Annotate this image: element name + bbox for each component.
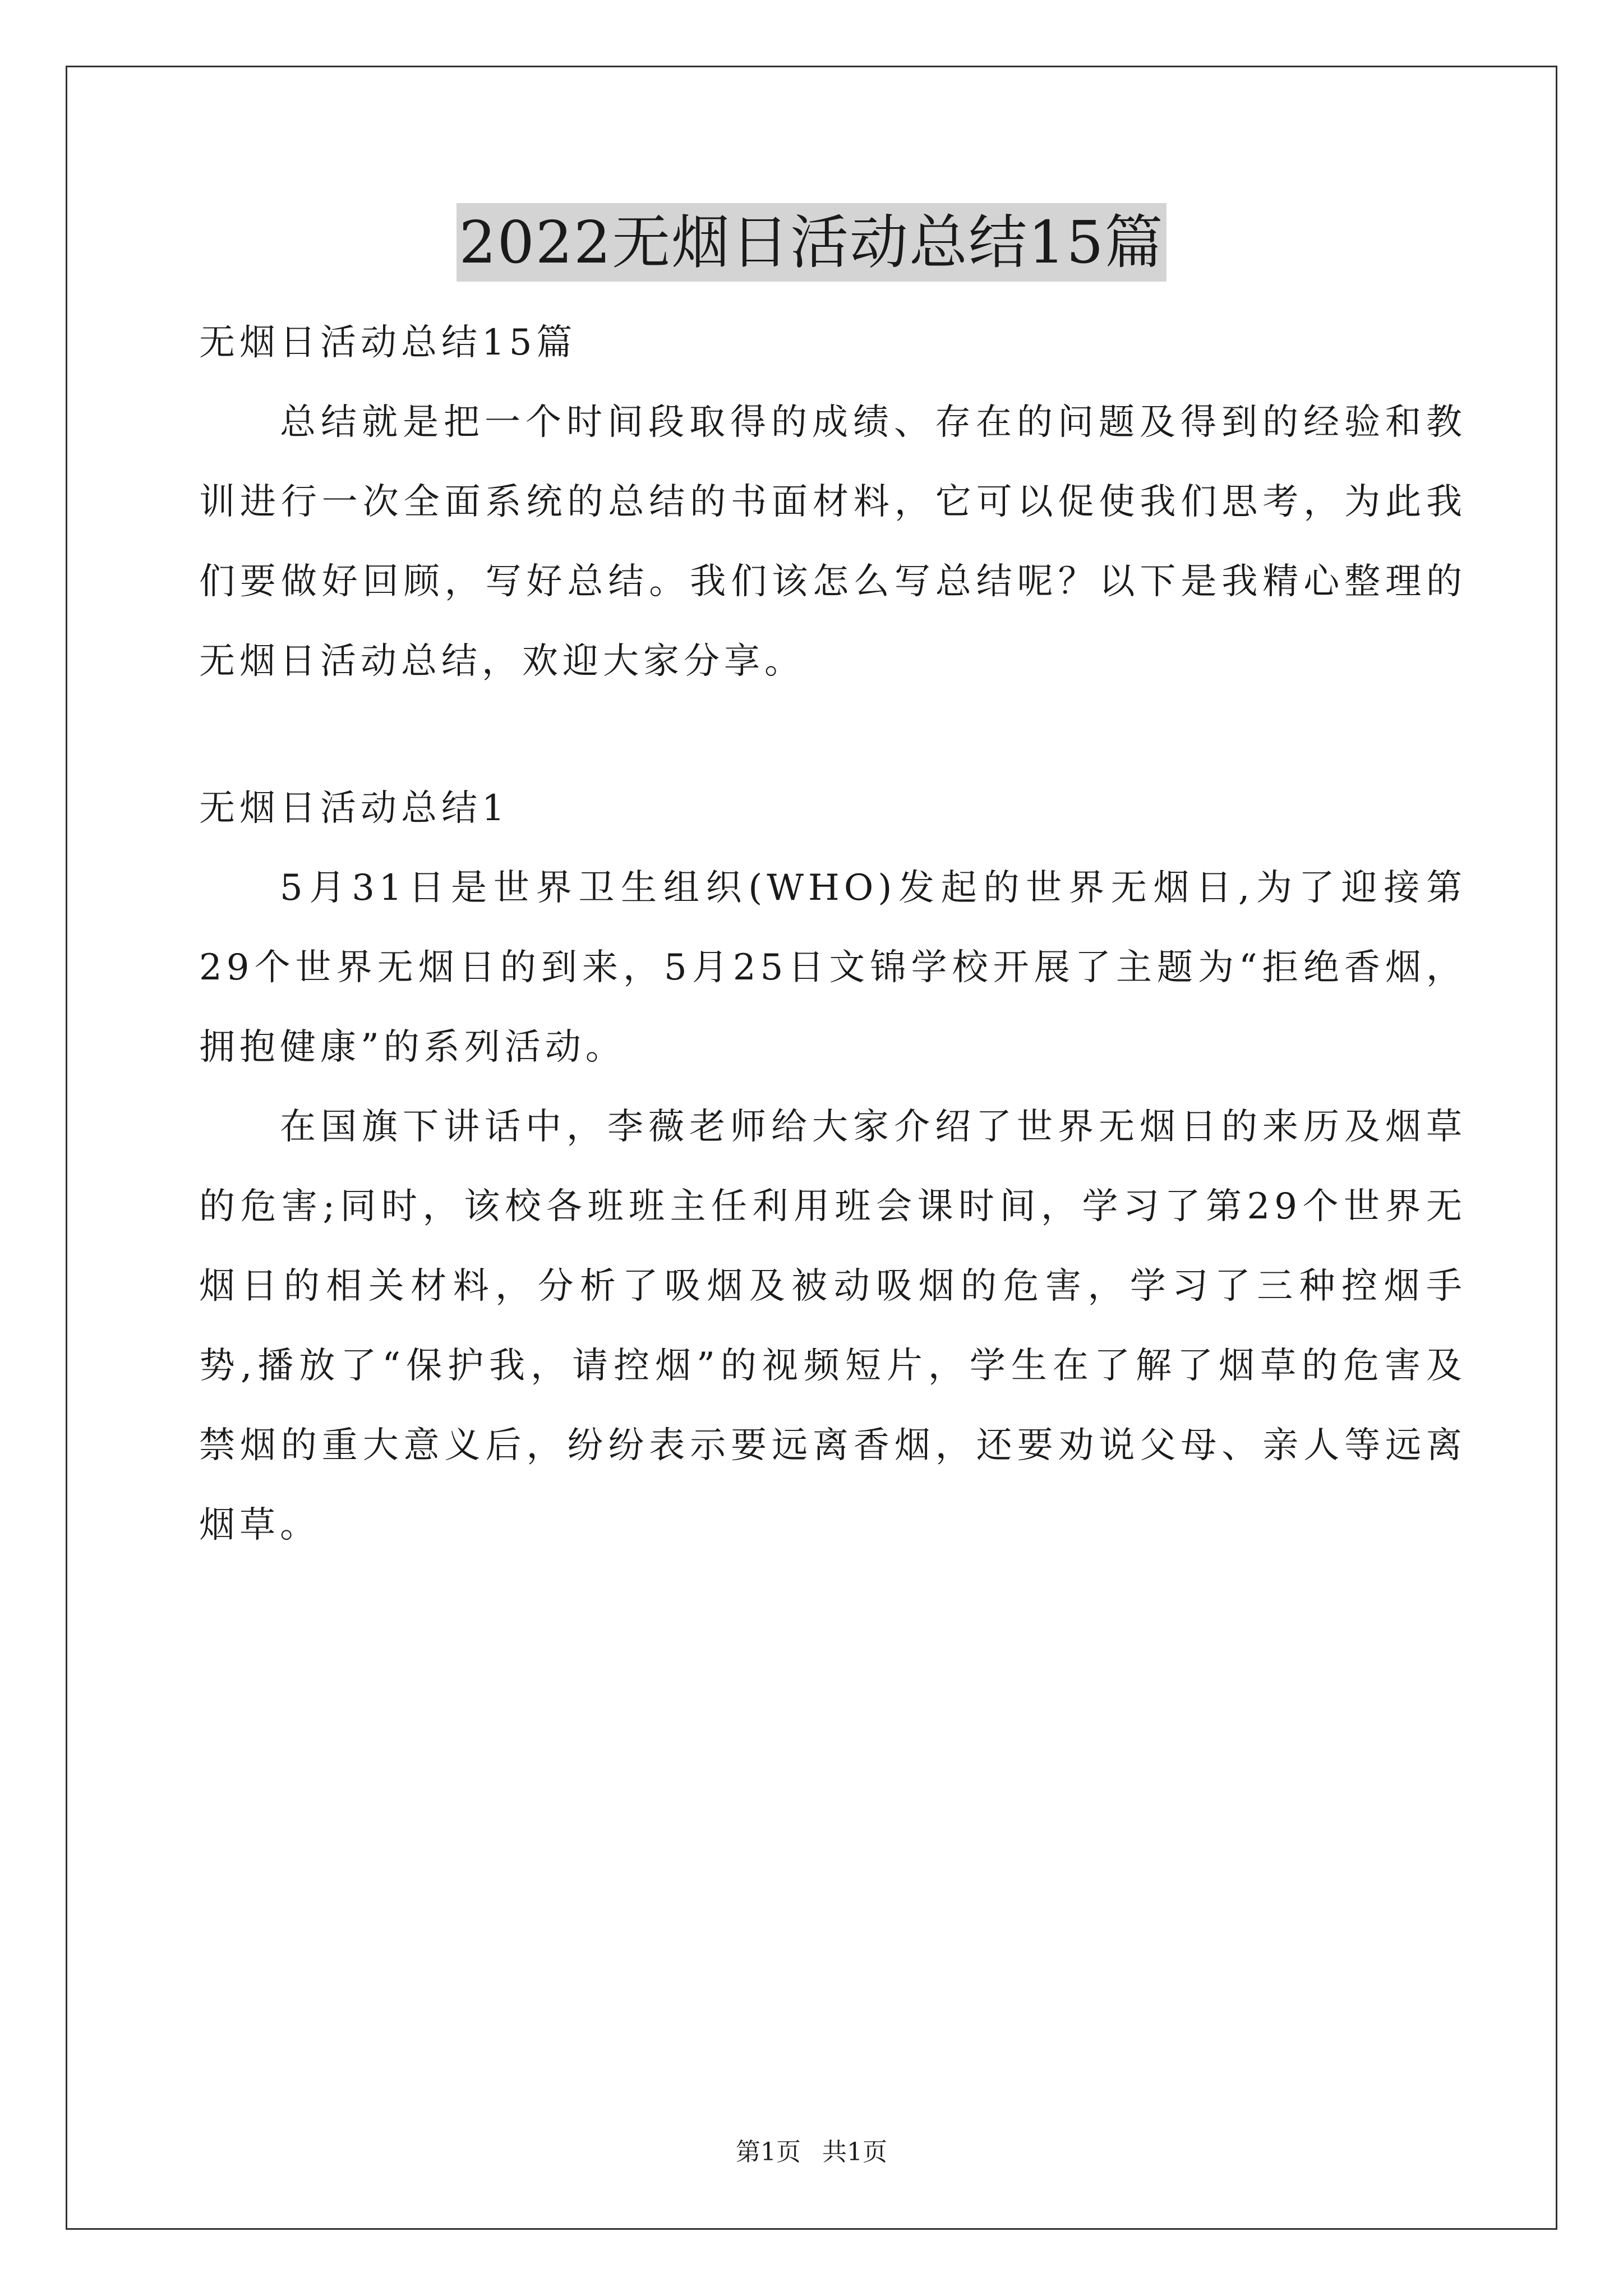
page-number-total: 共1页 [822, 2138, 887, 2166]
page-footer [0, 2132, 1623, 2168]
section-gap [199, 701, 1467, 769]
section-heading: 无烟日活动总结1 [199, 788, 509, 829]
document-subtitle: 无烟日活动总结15篇 [199, 322, 577, 364]
document-title: 2022无烟日活动总结15篇 [457, 203, 1166, 282]
intro-paragraph: 总结就是把一个时间段取得的成绩、存在的问题及得到的经验和教训进行一次全面系统的总结的书面材料，它可以促使我们思考，为此我们要做好回顾，写好总结。我们该怎么写总结呢？以下是我精心整理的无烟日活动总结，欢迎大家分享。 [199, 402, 1467, 682]
page-number-current: 第1页 [736, 2138, 801, 2166]
title-wrap [0, 203, 1623, 282]
document-body [199, 303, 1467, 1565]
section-paragraph-1: 5月31日是世界卫生组织(WHO)发起的世界无烟日,为了迎接第29个世界无烟日的到来，5月25日文锦学校开展了主题为“拒绝香烟，拥抱健康”的系列活动。 [199, 867, 1467, 1068]
section-paragraph-2: 在国旗下讲话中，李薇老师给大家介绍了世界无烟日的来历及烟草的危害;同时，该校各班班主任利用班会课时间，学习了第29个世界无烟日的相关材料，分析了吸烟及被动吸烟的危害，学习了三种控烟手势,播放了“保护我，请控烟”的视频短片，学生在了解了烟草的危害及禁烟的重大意义后，纷纷表示要远离香烟，还要劝说父母、亲人等远离烟草。 [199, 1106, 1467, 1546]
